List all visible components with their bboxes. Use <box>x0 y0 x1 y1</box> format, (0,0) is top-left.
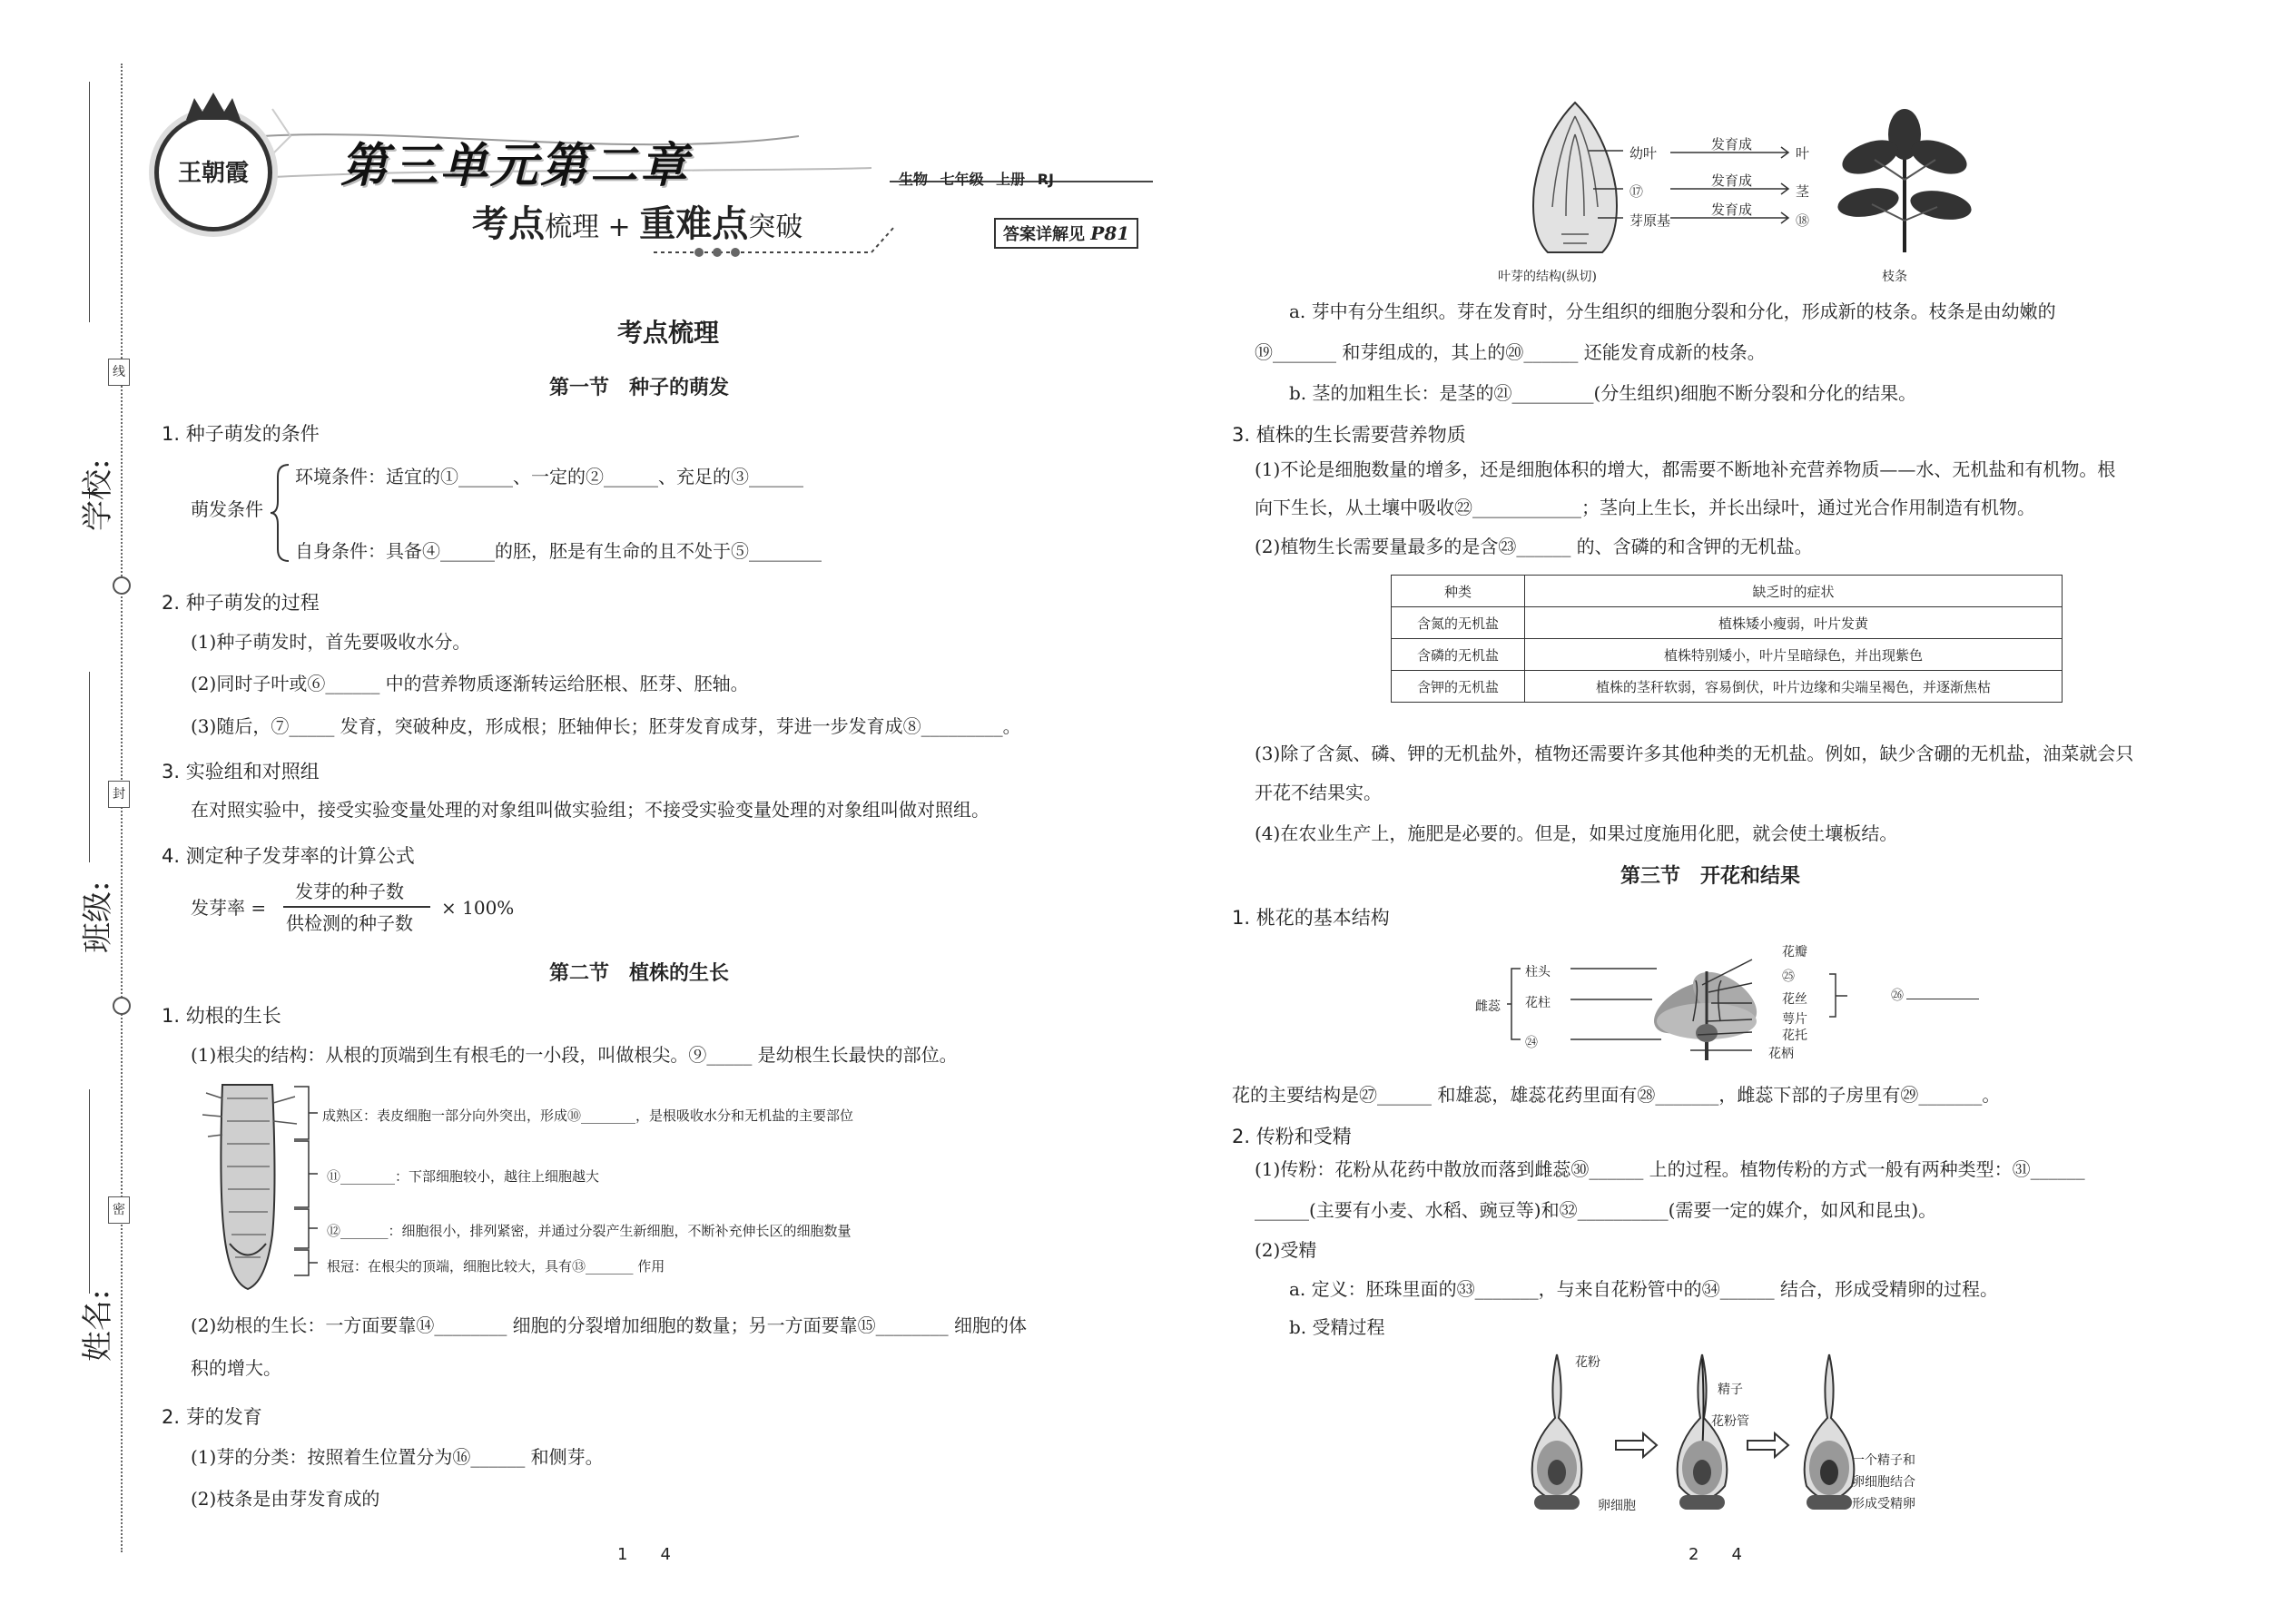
name-label: 姓名: <box>80 1289 116 1362</box>
paragraph: ⑲_______ 和芽组成的，其上的⑳______ 还能发育成新的枝条。 <box>1255 341 1766 363</box>
paragraph: a. 芽中有分生组织。芽在发育时，分生组织的细胞分裂和分化，形成新的枝条。枝条是由幼嫩的 <box>1289 300 2056 322</box>
topic-title: 3. 植株的生长需要营养物质 <box>1232 424 1466 446</box>
flower-label-25: ㉕ <box>1782 969 1795 984</box>
table-row <box>1392 607 2063 639</box>
paragraph: a. 定义：胚珠里面的㉝_______，与来自花粉管中的㉞______ 结合，形成受精卵的过程。 <box>1289 1278 1998 1300</box>
seal-mark-close: 密 <box>108 1196 130 1224</box>
paragraph: (1)根尖的结构：从根的顶端到生有根毛的一小段，叫做根尖。⑨_____ 是幼根生长最快的部位。 <box>191 1044 958 1066</box>
seal-mark-seal: 封 <box>108 781 130 808</box>
flower-label-stalk: 花柄 <box>1768 1047 1794 1061</box>
class-line <box>89 672 90 862</box>
flower-label-receptacle: 花托 <box>1782 1029 1807 1043</box>
paragraph: 在对照实验中，接受实验变量处理的对象组叫做实验组；不接受实验变量处理的对象组叫做对照组。 <box>191 799 989 821</box>
bud-part-primordium: 芽原基 <box>1629 212 1671 229</box>
flower-label-24: ㉔ <box>1525 1036 1538 1050</box>
topic-title: 2. 种子萌发的过程 <box>162 592 320 614</box>
flower-label-lines <box>1507 949 1825 1058</box>
bud-result-18: ⑱ <box>1796 212 1810 229</box>
arrow-label: 发育成 <box>1711 136 1753 153</box>
formula-label: 发芽率 = <box>191 897 267 919</box>
bud-part-young-leaf: 幼叶 <box>1629 145 1658 162</box>
answer-reference: 答案详解见 P81 <box>994 218 1138 249</box>
paragraph: 向下生长，从土壤中吸收㉒____________；茎向上生长，并长出绿叶，通过光合作用制造有机物。 <box>1255 497 2035 518</box>
seal-mark-line: 线 <box>108 359 130 386</box>
subject-tags: 生物 七年级 上册 RJ <box>899 171 1054 188</box>
paragraph: 开花不结果实。 <box>1255 782 1382 803</box>
paragraph: (4)在农业生产上，施肥是必要的。但是，如果过度施用化肥，就会使土壤板结。 <box>1255 822 1898 844</box>
topic-title: 1. 桃花的基本结构 <box>1232 907 1390 929</box>
name-line <box>89 1089 90 1294</box>
paragraph: 积的增大。 <box>191 1357 281 1379</box>
arrow-label: 发育成 <box>1711 202 1753 218</box>
paragraph: (2)受精 <box>1255 1239 1317 1261</box>
table-header-cell: 缺乏时的症状 <box>1525 576 2063 607</box>
bud-result-stem: 茎 <box>1796 183 1810 200</box>
chapter-title: 第三单元第二章 <box>340 139 691 193</box>
table-cell: 含磷的无机盐 <box>1392 639 1525 671</box>
paragraph: (3)除了含氮、磷、钾的无机盐外，植物还需要许多其他种类的无机盐。例如，缺少含硼的无机盐，油菜就会只 <box>1255 743 2134 764</box>
section-title-2: 第二节 植株的生长 <box>549 961 730 985</box>
arrow-label: 发育成 <box>1711 172 1753 189</box>
label-egg-cell: 卵细胞 <box>1598 1499 1636 1513</box>
section-heading: 考点梳理 <box>617 318 720 348</box>
fertilization-illustration <box>1507 1350 1897 1522</box>
flower-label-sepal: 萼片 <box>1782 1012 1807 1027</box>
paragraph: ______(主要有小麦、水稻、豌豆等)和㉜__________(需要一定的媒介，如风和昆虫)。 <box>1255 1199 1937 1221</box>
table-row <box>1392 639 2063 671</box>
paragraph: 花的主要结构是㉗______ 和雄蕊，雄蕊花药里面有㉘_______，雌蕊下部的子房里有㉙_______。 <box>1232 1084 2001 1106</box>
bud-result-leaf: 叶 <box>1796 145 1810 162</box>
topic-title: 2. 传粉和受精 <box>1232 1126 1352 1147</box>
table-cell: 植株特别矮小，叶片呈暗绿色，并出现紫色 <box>1525 639 2063 671</box>
flower-label-pistil: 雌蕊 <box>1475 999 1501 1014</box>
bud-part-17: ⑰ <box>1629 183 1644 200</box>
topic-title: 2. 芽的发育 <box>162 1406 262 1428</box>
publisher-logo: 王朝霞 <box>154 113 272 231</box>
page-number-right: 2 4 <box>1689 1545 1742 1564</box>
condition-brace <box>271 463 298 563</box>
caption-branch: 枝条 <box>1882 270 1907 284</box>
table-row <box>1392 671 2063 703</box>
paragraph: (1)不论是细胞数量的增多，还是细胞体积的增大，都需要不断地补充营养物质——水、无机盐和有机物。根 <box>1255 458 2116 480</box>
topic-title: 4. 测定种子发芽率的计算公式 <box>162 845 415 867</box>
table-header-cell: 种类 <box>1392 576 1525 607</box>
fertilization-note: 卵细胞结合 <box>1852 1475 1915 1490</box>
label-pollen: 花粉 <box>1575 1355 1600 1370</box>
seal-circle <box>113 997 131 1015</box>
paragraph: (2)枝条是由芽发育成的 <box>191 1488 380 1510</box>
paragraph: (1)种子萌发时，首先要吸收水分。 <box>191 631 471 653</box>
fertilization-note: 形成受精卵 <box>1852 1497 1915 1511</box>
class-label: 班级: <box>80 881 116 953</box>
topic-title: 1. 种子萌发的条件 <box>162 423 320 445</box>
paragraph: (2)植物生长需要量最多的是含㉓______ 的、含磷的和含钾的无机盐。 <box>1255 536 1813 557</box>
section-title-1: 第一节 种子的萌发 <box>549 376 730 399</box>
root-zone-meristem: ⑫_______：细胞很小，排列紧密，并通过分裂产生新细胞，不断补充伸长区的细胞数量 <box>327 1223 852 1239</box>
formula-numerator: 发芽的种子数 <box>295 881 404 902</box>
table-cell: 含氮的无机盐 <box>1392 607 1525 639</box>
root-zone-brackets <box>292 1085 320 1294</box>
fertilization-note: 一个精子和 <box>1852 1453 1915 1468</box>
table-cell: 植株矮小瘦弱，叶片发黄 <box>1525 607 2063 639</box>
flower-label-style: 花柱 <box>1525 996 1551 1010</box>
table-header-row <box>1392 576 2063 607</box>
mineral-deficiency-table <box>1391 575 2063 703</box>
label-sperm: 精子 <box>1718 1383 1743 1397</box>
table-cell: 含钾的无机盐 <box>1392 671 1525 703</box>
subtitle: 考点梳理 + 重难点突破 <box>472 203 803 245</box>
condition-label: 萌发条件 <box>191 498 263 520</box>
branch-illustration <box>1834 107 1970 257</box>
flower-label-stigma: 柱头 <box>1525 965 1551 979</box>
root-zone-cap: 根冠：在根尖的顶端，细胞比较大，具有⑬_______ 作用 <box>327 1258 665 1275</box>
root-zone-maturation: 成熟区：表皮细胞一部分向外突出，形成⑩________，是根吸收水分和无机盐的主要部位 <box>322 1107 854 1124</box>
root-zone-elongation: ⑪________：下部细胞较小，越往上细胞越大 <box>327 1168 600 1185</box>
formula-tail: × 100% <box>441 897 515 919</box>
flower-label-filament: 花丝 <box>1782 992 1807 1007</box>
school-label: 学校: <box>80 458 116 531</box>
paragraph: (1)传粉：花粉从花药中散放而落到雌蕊㉚______ 上的过程。植物传粉的方式一般有两种类型：㉛______ <box>1255 1158 2085 1180</box>
paragraph: b. 受精过程 <box>1289 1316 1385 1338</box>
topic-title: 1. 幼根的生长 <box>162 1005 281 1027</box>
condition-environment: 环境条件：适宜的①______、一定的②______、充足的③______ <box>295 466 803 487</box>
label-pollen-tube: 花粉管 <box>1711 1414 1749 1429</box>
table-cell: 植株的茎秆软弱，容易倒伏，叶片边缘和尖端呈褐色，并逐渐焦枯 <box>1525 671 2063 703</box>
condition-self: 自身条件：具备④______的胚，胚是有生命的且不处于⑤________ <box>295 540 822 562</box>
page-number-left: 1 4 <box>617 1545 671 1564</box>
section-title-3: 第三节 开花和结果 <box>1620 864 1801 888</box>
paragraph: (1)芽的分类：按照着生位置分为⑯______ 和侧芽。 <box>191 1446 604 1468</box>
seal-circle <box>113 576 131 595</box>
topic-title: 3. 实验组和对照组 <box>162 761 320 782</box>
formula-denominator: 供检测的种子数 <box>286 912 413 934</box>
caption-bud: 叶芽的结构(纵切) <box>1498 270 1597 284</box>
bud-connector-lines <box>1589 143 1625 234</box>
flower-label-26: ㉖ <box>1891 989 1904 1003</box>
flower-label-petal: 花瓣 <box>1782 945 1807 960</box>
fraction-bar <box>283 906 430 908</box>
paragraph: (2)同时子叶或⑥______ 中的营养物质逐渐转运给胚根、胚芽、胚轴。 <box>191 673 749 694</box>
paragraph: (3)随后，⑦_____ 发育，突破种皮，形成根；胚轴伸长；胚芽发育成芽，芽进一步发育成⑧_________。 <box>191 715 1021 737</box>
paragraph: b. 茎的加粗生长：是茎的㉑_________(分生组织)细胞不断分裂和分化的结果。 <box>1289 382 1917 404</box>
paragraph: (2)幼根的生长：一方面要靠⑭________ 细胞的分裂增加细胞的数量；另一方面要靠⑮________ 细胞的体 <box>191 1314 1028 1336</box>
